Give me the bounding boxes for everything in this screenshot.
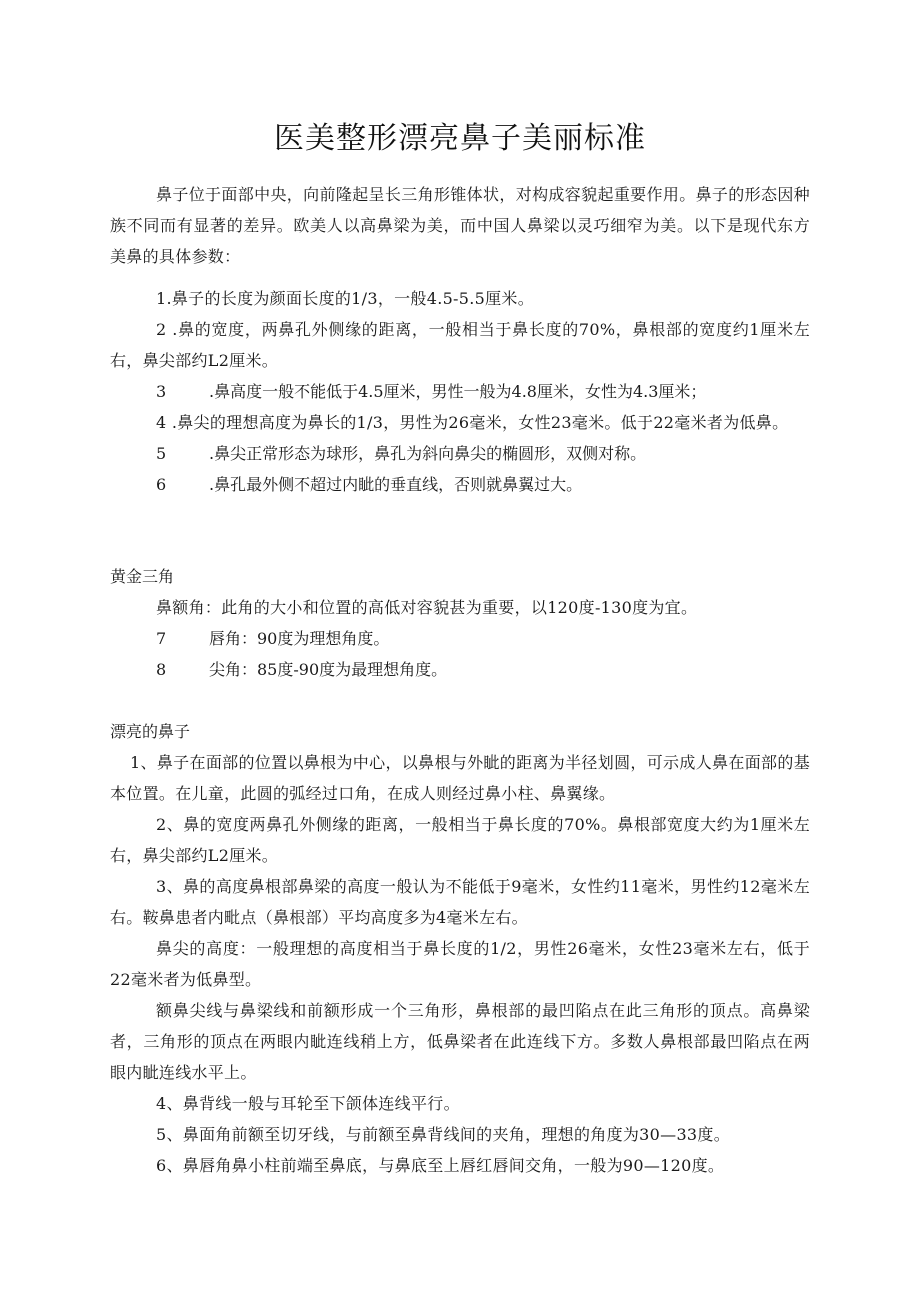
golden-section (110, 561, 810, 685)
param-item-5 (110, 438, 810, 469)
pretty-heading: 漂亮的鼻子 (110, 722, 191, 741)
pretty-paragraph-5: 额鼻尖线与鼻梁线和前额形成一个三角形，鼻根部的最凹陷点在此三角形的顶点。高鼻梁者，三角形的顶点在两眼内眦连线稍上方，低鼻梁者在此连线下方。多数人鼻根部最凹陷点在两眼内眦连线水平上。 (110, 1001, 810, 1082)
param-item-2 (110, 314, 810, 376)
pretty-paragraph-1: 1、鼻子在面部的位置以鼻根为中心，以鼻根与外眦的距离为半径划圆，可示成人鼻在面部的基本位置。在儿童，此圆的弧经过口角，在成人则经过鼻小柱、鼻翼缘。 (110, 753, 810, 803)
pretty-paragraph-8: 6、鼻唇角鼻小柱前端至鼻底，与鼻底至上唇红唇间交角，一般为90—120度。 (156, 1156, 725, 1175)
intro-paragraph: 鼻子位于面部中央，向前隆起呈长三角形锥体状，对构成容貌起重要作用。鼻子的形态因种族不同而有显著的差异。欧美人以高鼻梁为美，而中国人鼻梁以灵巧细窄为美。以下是现代东方美鼻的具体参数： (110, 185, 810, 266)
pretty-section (110, 716, 810, 1181)
pretty-paragraph-3: 3、鼻的高度鼻根部鼻梁的高度一般认为不能低于9毫米，女性约11毫米，男性约12毫米左右。鞍鼻患者内毗点（鼻根部）平均高度多为4毫米左右。 (110, 877, 810, 927)
pretty-paragraph-6: 4、鼻背线一般与耳轮至下颌体连线平行。 (156, 1094, 460, 1113)
param-text-5: .鼻尖正常形态为球形，鼻孔为斜向鼻尖的椭圆形，双侧对称。 (209, 444, 647, 463)
param-text-1: 1.鼻子的长度为颜面长度的1/3，一般4.5-5.5厘米。 (156, 289, 535, 308)
param-text-4: .鼻尖的理想高度为鼻长的1/3，男性为26毫米，女性23毫米。低于22毫米者为低鼻。 (171, 413, 789, 432)
param-item-6 (110, 469, 810, 500)
page-title: 医美整形漂亮鼻子美丽标准 (274, 121, 646, 156)
param-text-6: .鼻孔最外侧不超过内眦的垂直线，否则就鼻翼过大。 (209, 475, 583, 494)
golden-text-7: 唇角：90度为理想角度。 (209, 629, 390, 648)
param-num-3: 3 (156, 382, 167, 401)
param-num-5: 5 (156, 444, 167, 463)
param-item-1 (110, 283, 810, 314)
param-text-2: .鼻的宽度，两鼻孔外侧缘的距离，一般相当于鼻长度的70%，鼻根部的宽度约1厘米左右，鼻尖部约L2厘米。 (110, 320, 810, 370)
golden-heading: 黄金三角 (110, 567, 175, 586)
pretty-paragraph-7: 5、鼻面角前额至切牙线，与前额至鼻背线间的夹角，理想的角度为30—33度。 (156, 1125, 730, 1144)
golden-item-7 (110, 623, 810, 654)
intro-section (110, 179, 810, 272)
params-list (110, 283, 810, 500)
param-item-3 (110, 376, 810, 407)
golden-lead: 鼻额角：此角的大小和位置的高低对容貌甚为重要，以120度-130度为宜。 (156, 598, 698, 617)
golden-num-7: 7 (156, 629, 167, 648)
pretty-paragraph-2: 2、鼻的宽度两鼻孔外侧缘的距离，一般相当于鼻长度的70%。鼻根部宽度大约为1厘米左右，鼻尖部约L2厘米。 (110, 815, 810, 865)
param-text-3: .鼻高度一般不能低于4.5厘米，男性一般为4.8厘米，女性为4.3厘米； (209, 382, 707, 401)
golden-text-8: 尖角：85度-90度为最理想角度。 (209, 660, 448, 679)
param-num-6: 6 (156, 475, 167, 494)
golden-item-8 (110, 654, 810, 685)
param-num-4: 4 (156, 413, 167, 432)
pretty-paragraph-4: 鼻尖的高度：一般理想的高度相当于鼻长度的1/2，男性26毫米，女性23毫米左右，低于22毫米者为低鼻型。 (110, 939, 810, 989)
param-num-2: 2 (156, 320, 167, 339)
param-item-4 (110, 407, 810, 438)
golden-num-8: 8 (156, 660, 167, 679)
